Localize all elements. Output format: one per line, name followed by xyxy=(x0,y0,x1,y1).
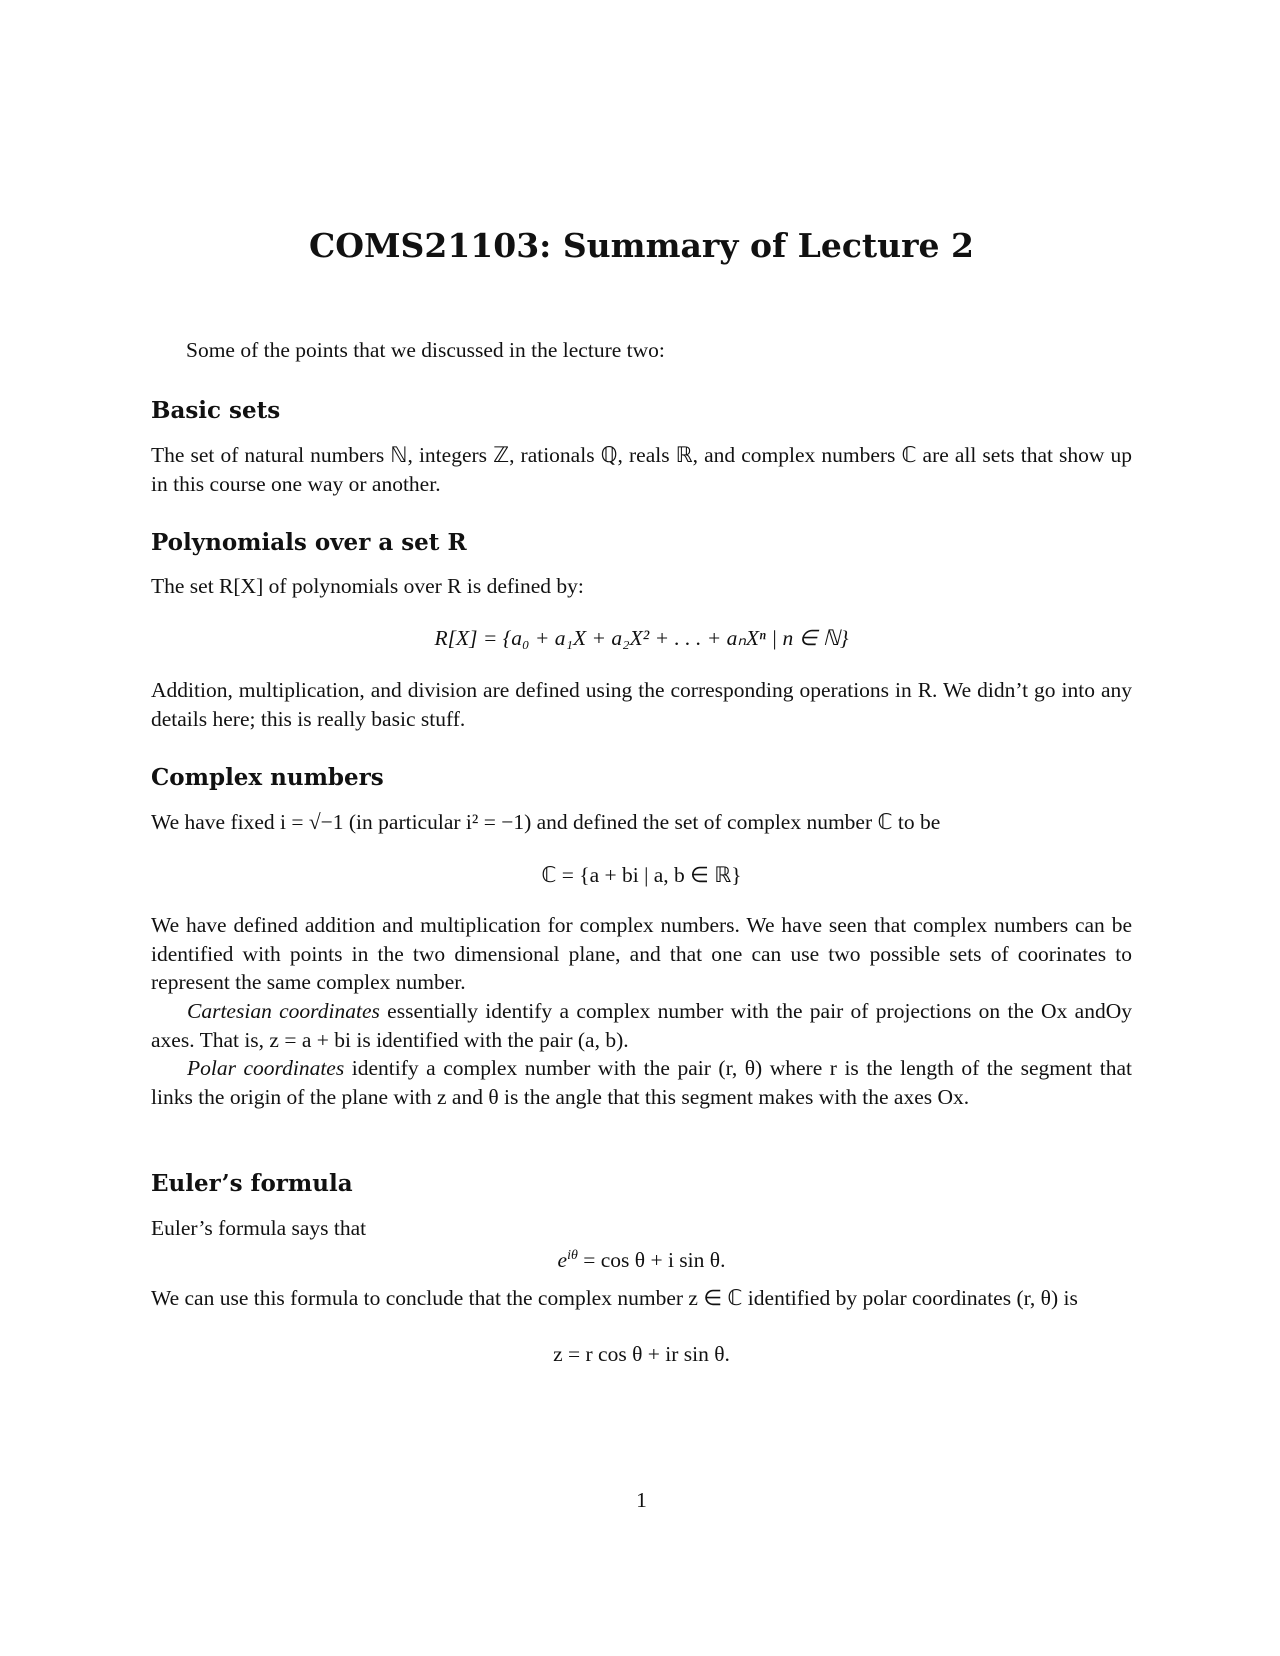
eq-rest: = cos θ + i sin θ. xyxy=(577,1248,726,1273)
complex-equation: ℂ = {a + bi | a, b ∈ ℝ} xyxy=(541,863,742,887)
section-heading-euler: Euler’s formula xyxy=(151,1170,353,1197)
section-heading-polynomials: Polynomials over a set R xyxy=(151,529,467,556)
polynomials-intro: The set R[X] of polynomials over R is defined by: xyxy=(151,574,584,598)
polar-term: Polar coordinates xyxy=(187,1056,345,1080)
basic-sets-text: The set of natural numbers ℕ, integers ℤ, rationals ℚ, reals ℝ, and complex numbers ℂ are all sets that show up in this course one way or another. xyxy=(151,443,1132,496)
eq-base: e xyxy=(557,1248,568,1273)
complex-text: We have defined addition and multiplication for complex numbers. We have seen that complex numbers can be identified with points in the two dimensional plane, and that one can use two possible sets of coorinates to represent the same complex number. xyxy=(151,913,1132,994)
polynomials-text: Addition, multiplication, and division are defined using the corresponding operations in R. We didn’t go into any details here; this is really basic stuff. xyxy=(151,678,1132,731)
complex-intro: We have fixed i = √−1 (in particular i² = −1) and defined the set of complex number ℂ to be xyxy=(151,810,941,834)
polar-paragraph xyxy=(151,1054,1132,1111)
cartesian-term: Cartesian coordinates xyxy=(187,999,380,1023)
polynomial-equation: R[X] = {a₀ + a₁X + a₂X² + . . . + aₙXⁿ | n ∈ ℕ} xyxy=(434,626,849,650)
euler-equation xyxy=(151,1242,1132,1275)
euler-intro: Euler’s formula says that xyxy=(151,1216,367,1240)
polar-text: identify a complex number with the pair (r, θ) where r is the length of the segment that links the origin of the plane with z and θ is the angle that this segment makes with the axes Ox. xyxy=(151,1056,1132,1109)
polar-equation: z = r cos θ + ir sin θ. xyxy=(553,1342,730,1366)
euler-text: We can use this formula to conclude that the complex number z ∈ ℂ identified by polar coordinates (r, θ) is xyxy=(151,1286,1078,1310)
intro-text: Some of the points that we discussed in the lecture two: xyxy=(186,338,665,362)
cartesian-paragraph xyxy=(151,997,1132,1054)
section-heading-complex: Complex numbers xyxy=(151,764,384,791)
section-heading-basic-sets: Basic sets xyxy=(151,397,281,424)
page-number: 1 xyxy=(636,1488,647,1512)
eq-sup: iθ xyxy=(567,1248,578,1263)
page-title: COMS21103: Summary of Lecture 2 xyxy=(309,226,974,265)
cartesian-text: essentially identify a complex number with the pair of projections on the Ox andOy axes. That is, z = a + bi is identified with the pair (a, b). xyxy=(151,999,1132,1052)
